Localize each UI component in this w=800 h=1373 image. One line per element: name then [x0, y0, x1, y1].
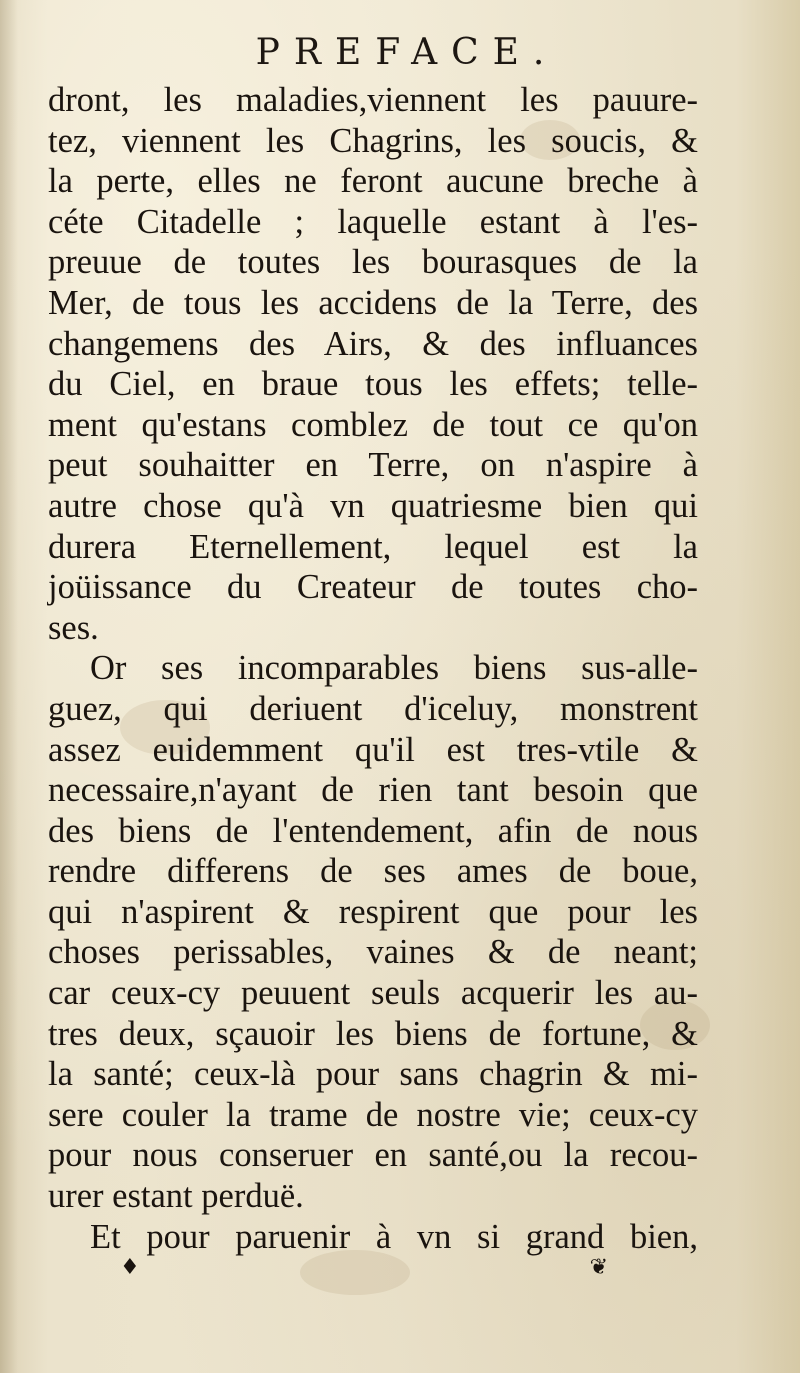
text-line: dront, les maladies,viennent les pauure-	[48, 81, 698, 119]
text-line: céte Citadelle ; laquelle estant à l'es-	[48, 202, 698, 241]
text-line: tez, viennent les Chagrins, les soucis, &	[48, 121, 698, 160]
text-line: ses.	[48, 608, 99, 647]
page-gutter-shadow	[0, 0, 18, 1373]
text-line: pour nous conseruer en santé,ou la recou-	[48, 1136, 698, 1175]
body-text	[48, 80, 698, 1293]
paragraph-start-line: Et pour paruenir à vn si grand bien,	[90, 1217, 698, 1256]
text-line: durera Eternellement, lequel est la	[48, 527, 698, 566]
text-line: la santé; ceux-là pour sans chagrin & mi-	[48, 1055, 698, 1094]
text-line: tres deux, sçauoir les biens de fortune, &	[48, 1014, 698, 1053]
text-line: assez euidemment qu'il est tres-vtile &	[48, 730, 698, 769]
text-line: preuue de toutes les bourasques de la	[48, 243, 698, 282]
text-line: du Ciel, en braue tous les effets; telle-	[48, 365, 698, 404]
running-header: PREFACE.	[255, 32, 559, 73]
text-line: changemens des Airs, & des influances	[48, 324, 698, 363]
text-line: la perte, elles ne feront aucune breche à	[48, 162, 698, 201]
paragraph-start-line: Or ses incomparables biens sus-alle-	[90, 649, 698, 688]
text-line: joüissance du Createur de toutes cho-	[48, 568, 698, 607]
text-line: peut souhaitter en Terre, on n'aspire à	[48, 446, 698, 485]
text-line: urer estant perduë.	[48, 1177, 304, 1216]
text-line: choses perissables, vaines & de neant;	[48, 933, 698, 972]
text-line: qui n'aspirent & respirent que pour les	[48, 892, 698, 931]
text-line: des biens de l'entendement, afin de nous	[48, 811, 698, 850]
text-line: guez, qui deriuent d'iceluy, monstrent	[48, 689, 698, 728]
text-line: ment qu'estans comblez de tout ce qu'on	[48, 405, 698, 444]
text-line: rendre differens de ses ames de boue,	[48, 852, 698, 891]
signature-ornaments	[48, 1253, 698, 1293]
text-line: necessaire,n'ayant de rien tant besoin que	[48, 771, 698, 810]
text-line: sere couler la trame de nostre vie; ceux-cy	[48, 1095, 698, 1134]
right-ornament: ❦	[589, 1255, 608, 1281]
text-line: Mer, de tous les accidens de la Terre, des	[48, 283, 698, 322]
text-line: car ceux-cy peuuent seuls acquerir les au-	[48, 974, 698, 1013]
left-ornament: ♦	[120, 1255, 140, 1281]
text-line: autre chose qu'à vn quatriesme bien qui	[48, 486, 698, 525]
